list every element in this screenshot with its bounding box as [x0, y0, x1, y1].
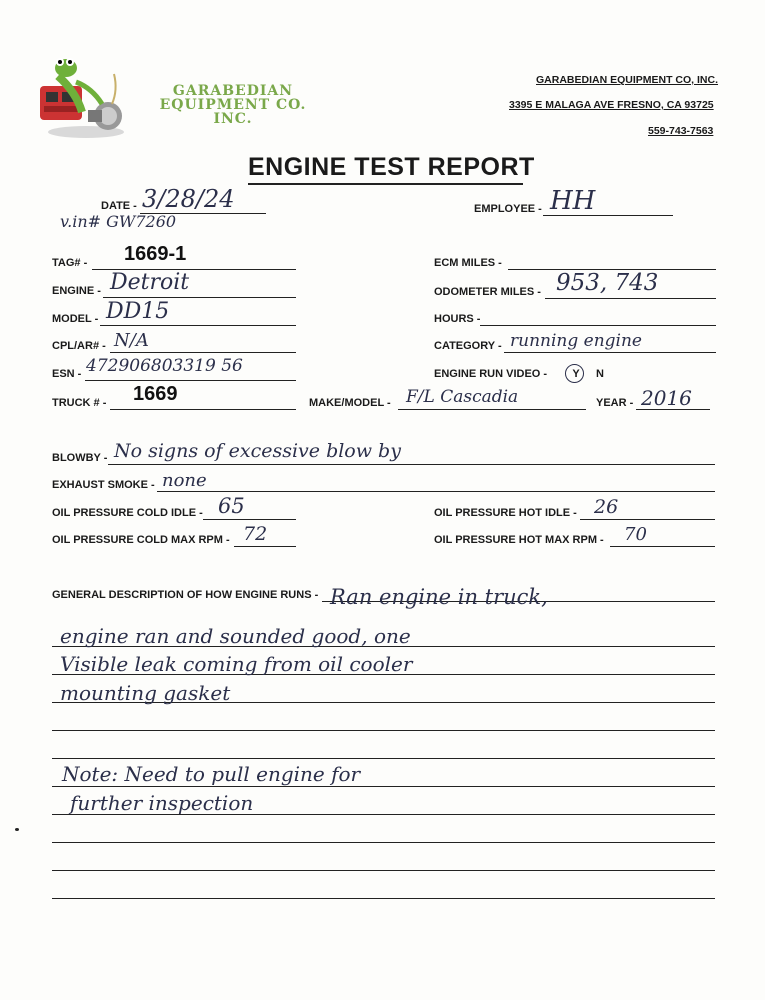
oil-hot-idle-line	[580, 519, 715, 520]
odometer-label: ODOMETER MILES -	[434, 286, 541, 298]
title-underline	[248, 183, 523, 185]
cpl-line	[110, 352, 296, 353]
description-line-10	[52, 898, 715, 899]
engine-value: Detroit	[110, 270, 190, 295]
exhaust-smoke-label: EXHAUST SMOKE -	[52, 479, 155, 491]
video-yes-option: Y	[572, 368, 580, 380]
company-phone: 559-743-7563	[648, 125, 714, 137]
odometer-line	[545, 298, 716, 299]
scan-speck	[15, 828, 19, 831]
company-address: 3395 E MALAGA AVE FRESNO, CA 93725	[509, 99, 714, 111]
description-line-8	[52, 842, 715, 843]
description-line-6	[52, 786, 715, 787]
tag-label: TAG# -	[52, 257, 88, 269]
model-line	[100, 325, 296, 326]
hours-label: HOURS -	[434, 313, 481, 325]
esn-label: ESN -	[52, 368, 82, 380]
company-logo	[36, 52, 131, 140]
oil-cold-max-line	[234, 546, 296, 547]
model-value: DD15	[106, 299, 170, 324]
page-title: ENGINE TEST REPORT	[248, 153, 535, 181]
logo-text	[138, 84, 328, 126]
oil-hot-max-label: OIL PRESSURE HOT MAX RPM -	[434, 534, 604, 546]
description-text-5: Note: Need to pull engine for	[62, 762, 361, 786]
oil-cold-idle-label: OIL PRESSURE COLD IDLE -	[52, 507, 203, 519]
description-text-6: further inspection	[70, 791, 254, 815]
model-label: MODEL -	[52, 313, 99, 325]
category-label: CATEGORY -	[434, 340, 502, 352]
exhaust-smoke-value: none	[162, 470, 207, 491]
oil-cold-max-label: OIL PRESSURE COLD MAX RPM -	[52, 534, 230, 546]
description-text-3: mounting gasket	[60, 681, 231, 705]
odometer-value: 953, 743	[556, 270, 659, 296]
esn-line	[85, 380, 296, 381]
date-label: DATE -	[101, 200, 137, 212]
video-yes-circle-icon	[565, 364, 584, 383]
employee-value: HH	[550, 186, 596, 216]
oil-hot-max-value: 70	[624, 524, 647, 545]
hours-line	[480, 325, 716, 326]
description-line-5	[52, 758, 715, 759]
employee-label: EMPLOYEE -	[474, 203, 542, 215]
category-line	[504, 352, 716, 353]
oil-cold-idle-line	[203, 519, 296, 520]
company-name: GARABEDIAN EQUIPMENT CO, INC.	[536, 74, 719, 86]
truck-label: TRUCK # -	[52, 397, 107, 409]
description-text-0: Ran engine in truck,	[330, 585, 548, 609]
oil-hot-idle-label: OIL PRESSURE HOT IDLE -	[434, 507, 577, 519]
blowby-value: No signs of excessive blow by	[114, 440, 401, 462]
oil-hot-idle-value: 26	[594, 496, 619, 518]
description-text-2: Visible leak coming from oil cooler	[60, 652, 413, 676]
category-value: running engine	[510, 331, 642, 351]
oil-cold-idle-value: 65	[218, 494, 245, 518]
esn-value: 472906803319 56	[86, 356, 243, 376]
description-line-4	[52, 730, 715, 731]
tag-value: 1669-1	[124, 243, 187, 265]
date-value: 3/28/24	[142, 185, 235, 213]
blowby-line	[108, 464, 715, 465]
truck-line	[110, 409, 296, 410]
truck-value: 1669	[133, 383, 178, 405]
engine-run-video-label: ENGINE RUN VIDEO -	[434, 368, 548, 380]
description-line-9	[52, 870, 715, 871]
cpl-label: CPL/AR# -	[52, 340, 106, 352]
ecm-miles-label: ECM MILES -	[434, 257, 502, 269]
engine-label: ENGINE -	[52, 285, 101, 297]
frog-mascot-icon	[36, 52, 131, 140]
blowby-label: BLOWBY -	[52, 452, 108, 464]
year-value: 2016	[641, 386, 692, 410]
oil-hot-max-line	[610, 546, 715, 547]
make-model-value: F/L Cascadia	[406, 387, 519, 407]
vin-value: v.in# GW7260	[60, 212, 177, 231]
make-model-line	[398, 409, 586, 410]
logo-line-1: GARABEDIAN	[172, 83, 294, 99]
cpl-value: N/A	[114, 330, 149, 351]
video-no-option: N	[596, 368, 604, 380]
engine-line	[103, 297, 296, 298]
description-text-1: engine ran and sounded good, one	[60, 624, 411, 648]
general-description-label: GENERAL DESCRIPTION OF HOW ENGINE RUNS -	[52, 589, 319, 601]
oil-cold-max-value: 72	[243, 523, 268, 545]
exhaust-smoke-line	[157, 491, 715, 492]
year-label: YEAR -	[596, 397, 634, 409]
make-model-label: MAKE/MODEL -	[309, 397, 391, 409]
logo-line-2: EQUIPMENT CO. INC.	[159, 97, 307, 127]
